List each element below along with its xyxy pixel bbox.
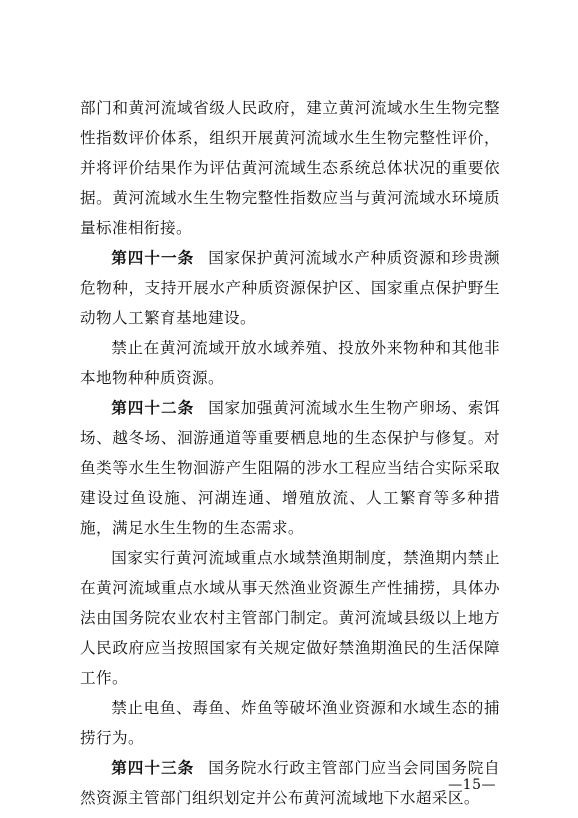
article-42-clause-2 [80,543,500,693]
article-42-clause-3 [80,693,500,753]
article-number: 第四十二条 [111,399,195,417]
article-number: 第四十三条 [111,759,195,777]
paragraph-text: 禁止在黄河流域开放水域养殖、投放外来物种和其他非本地物种种质资源。 [80,339,500,387]
article-43 [80,753,500,813]
article-42 [80,393,500,543]
paragraph-continuation [80,93,500,243]
page-number: —15— [448,777,496,793]
article-41 [80,243,500,333]
article-41-clause-2 [80,333,500,393]
paragraph-text: 国家保护黄河流域水产种质资源和珍贵濒危物种，支持开展水产种质资源保护区、国家重点保护野生动物人工繁育基地建设。 [80,249,500,327]
document-body [80,93,500,813]
paragraph-text: 国家实行黄河流域重点水域禁渔期制度，禁渔期内禁止在黄河流域重点水域从事天然渔业资源生产性捕捞，具体办法由国务院农业农村主管部门制定。黄河流域县级以上地方人民政府应当按照国家有关规定做好禁渔期渔民的生活保障工作。 [80,549,500,687]
paragraph-text: 部门和黄河流域省级人民政府，建立黄河流域水生生物完整性指数评价体系，组织开展黄河流域水生生物完整性评价，并将评价结果作为评估黄河流域生态系统总体状况的重要依据。黄河流域水生生物完整性指数应当与黄河流域水环境质量标准相衔接。 [80,99,500,237]
paragraph-text: 禁止电鱼、毒鱼、炸鱼等破坏渔业资源和水域生态的捕捞行为。 [80,699,500,747]
article-number: 第四十一条 [111,249,195,267]
paragraph-text: 国务院水行政主管部门应当会同国务院自然资源主管部门组织划定并公布黄河流域地下水超采区。 [80,759,500,807]
paragraph-text: 国家加强黄河流域水生生物产卵场、索饵场、越冬场、洄游通道等重要栖息地的生态保护与修复。对鱼类等水生生物洄游产生阻隔的涉水工程应当结合实际采取建设过鱼设施、河湖连通、增殖放流、人工繁育等多种措施，满足水生生物的生态需求。 [80,399,500,537]
